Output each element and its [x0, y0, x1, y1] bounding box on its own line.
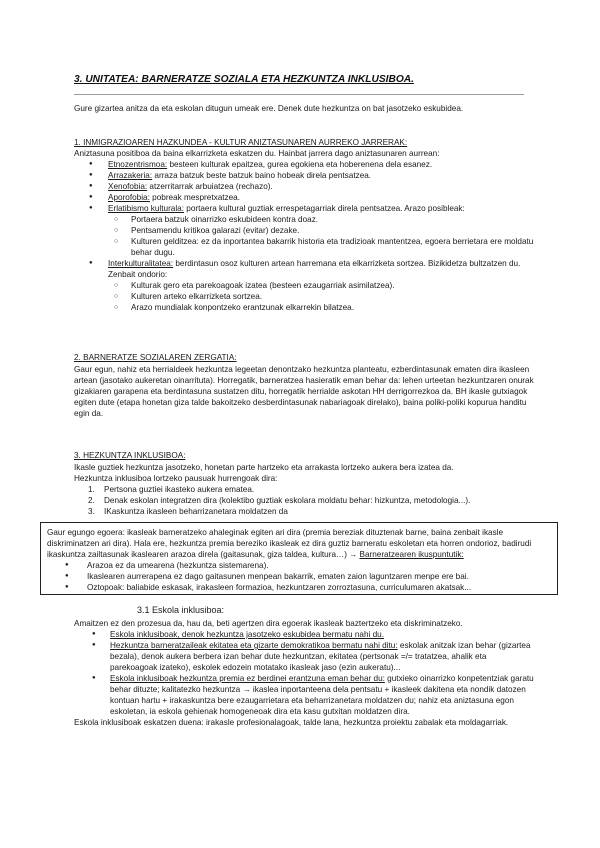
list-item: ● Eskola inklusiboak hezkuntza premia ez berdinei erantzuna eman behar du: gutxieko oinarrizko konpetentziak garatu behar dituzte; kalitatezko hezkuntza → ikaslea inportanteena dela pentsatu + ikasleek dakitena eta nondik datozen kontuan hartu + irakaskuntza bere ezaugarrietara eta beharrizanetara moldatzen du; nahiz eta aniztasuna egon eskoletan, ia eskola gehienak homogeneoak dira eta kasu gutxitan moldatzen dira. — [74, 673, 536, 717]
list-item: ● Etnozentrismoa: besteen kulturak epaitzea, gurea egokiena eta hoberenena dela esanez. — [74, 159, 536, 170]
list-item: ● Interkulturalitatea: berdintasun osoz kulturen artean harremana eta elkarrizketa sortzea. Bizikidetza bultzatzen du. Zenbait ondorio: ○ Kulturak gero eta parekoagoak izatea (besteen ezaugarriak asimilatzea). ○ Kulturen arteko elkarrizketa sortzea. ○ Arazo mundialak konpontzeko erantzunak elkarrekin bilatzea. — [74, 258, 536, 313]
list-item: 2. Denak eskolan integratzen dira (kolektibo guztiak eskolara moldatu behar: hizkuntza, metodologia...). — [88, 496, 471, 505]
subsection-heading: 3.1 Eskola inklusiboa: — [137, 605, 225, 615]
list-item: 1. Pertsona guztiei ikasteko aukera ematea. — [88, 485, 255, 494]
list-item: ○ Kulturen arteko elkarrizketa sortzea. — [74, 291, 536, 302]
list-item: 3. IKaskuntza ikasleen beharrizanetara moldatzen da — [88, 507, 288, 516]
situation-box — [40, 522, 558, 595]
list-item: ○ Kulturen gelditzea: ez da inportantea bakarrik historia eta tradizioak mantentzea, egoera berrietara ere moldatu behar dugu. — [74, 236, 536, 258]
list-item: ● Oztopoak: baliabide eskasak, irakasleen formazioa, hezkuntzaren zorroztasuna, curriculumaren akatsak... — [47, 582, 551, 593]
list-item: ● Eskola inklusiboak, denok hezkuntza jasotzeko eskubidea bermatu nahi du. — [74, 629, 536, 640]
arrow-icon: → — [349, 550, 358, 559]
list-item: ● Hezkuntza barneratzaileak ekitatea eta gizarte demokratikoa bermatu nahi ditu: eskolak anitzak izan behar (gizartea bezala), denok aukera berbera izan behar dute hezkuntzan, ekitatea (pertsonak =/= tratatzea, ahalik eta parekoagoak izateko), eskolek edozein motatako ikasleak jaso (ezin aukeratu)... — [74, 640, 536, 673]
subsection-intro: Amaitzen ez den prozesua da, hau da, beti agertzen dira egoerak ikasleak baztertzeko eta diskriminatzeko. — [74, 619, 463, 628]
list-item: ● Xenofobia: atzerritarrak arbuiatzea (rechazo). — [74, 181, 536, 192]
list-item: ● Erlatibismo kulturala: portaera kultural guztiak errespetagarriak direla pentsatzea. Arazo posibleak: ○ Portaera batzuk oinarrizko eskubideen kontra doaz. ○ Pentsamendu kritikoa galarazi (evitar) dezake. ○ Kulturen gelditzea: ez da inportantea bakarrik historia eta tradizioak mantentzea, egoera berrietara ere moldatu behar dugu. — [74, 203, 536, 258]
section3-line1: Ikasle guztiek hezkuntza jasotzeko, honetan parte hartzeko eta arrakasta lortzeko aukera bera izatea da. — [74, 463, 454, 472]
list-item: ● Arrazakeria: arraza batzuk beste batzuk baino hobeak direla pentsatzea. — [74, 170, 536, 181]
list-item: ○ Kulturak gero eta parekoagoak izatea (besteen ezaugarriak asimilatzea). — [74, 280, 536, 291]
subsection-body — [74, 618, 536, 728]
list-item: ○ Portaera batzuk oinarrizko eskubideen kontra doaz. — [74, 214, 536, 225]
list-item: ● Aporofobia: pobreak mespretxatzea. — [74, 192, 536, 203]
intro-paragraph: Gure gizartea anitza da eta eskolan ditugun umeak ere. Denek dute hezkuntza on bat jasotzeko eskubidea. — [74, 104, 464, 113]
section3-heading: 3. HEZKUNTZA INKLUSIBOA: — [74, 451, 186, 460]
title-divider — [74, 94, 524, 95]
list-item: ● Arazoa ez da umearena (hezkuntza sistemarena). — [47, 560, 551, 571]
page-title: 3. UNITATEA: BARNERATZE SOZIALA ETA HEZKUNTZA INKLUSIBOA. — [74, 74, 414, 85]
section3-line2: Hezkuntza inklusiboa lortzeko pausuak hurrengoak dira: — [74, 474, 278, 483]
section1-body — [74, 148, 536, 313]
inclusive-school-list — [74, 629, 536, 717]
section3-body — [74, 462, 536, 517]
section2-heading: 2. BARNERATZE SOZIALAREN ZERGATIA: — [74, 353, 237, 362]
list-item: ○ Pentsamendu kritikoa galarazi (evitar) dezake. — [74, 225, 536, 236]
box-text: Gaur egungo egoera: ikasleak barneratzeko ahaleginak egiten ari dira (premia bereziak dituztenak barne, baina zenbait ikasle diskriminatzen ari dira). Hala ere, hezkuntza premia bereziko ikasleak ez dira guztiz barneratu eskoletan eta horren ondorioz, badirudi ikaskuntza zailtasunak ikaslearen arazoa direla (gaitasunak, giza taldea, kultura…) → Barneratzearen ikuspuntutik: — [47, 528, 532, 559]
section1-heading: 1. INMIGRAZIOAREN HAZKUNDEA - KULTUR ANIZTASUNAREN AURREKO JARRERAK: — [74, 138, 408, 147]
subsection-closing: Eskola inklusiboak eskatzen duena: irakasle profesionalagoak, talde lana, hezkuntza proiektu zabalak eta moldagarriak. — [74, 718, 509, 727]
section1-text: Aniztasuna positiboa da baina elkarrizketa eskatzen du. Hainbat jarrera dago aniztasunaren aurrean: — [74, 149, 440, 158]
outcomes-list — [108, 280, 536, 313]
attitudes-list — [74, 159, 536, 313]
list-item: ● Ikaslearen aurrerapena ez dago gaitasunen menpean bakarrik, ematen zaion laguntzaren menpe ere bai. — [47, 571, 551, 582]
relativism-issues-list — [108, 214, 536, 258]
list-item: ○ Arazo mundialak konpontzeko erantzunak elkarrekin bilatzea. — [74, 302, 536, 313]
steps-list — [74, 484, 536, 517]
box-list — [47, 560, 551, 593]
section2-text: Gaur egun, nahiz eta herrialdeek hezkuntza legeetan denontzako hezkuntza planteatu, ezberdintasunak ematen dira ikasleen artean (jasotako aukeretan oinarrituta). Horregatik, barneratzea hasieratik eman behar da: lehen urteetan hezkuntzaren onurak gizakiaren garapena eta berdintasuna sustatzen ditu, horregatik herrialde askotan HH derrigorrezkoa da. BH ikasle gutxiagok egiten dute (etapa honetan giza talde bakoitzeko desberdintasunak nabariagoak direlako), baina poliki-poliki kopurua handitu egin da. — [74, 365, 534, 418]
